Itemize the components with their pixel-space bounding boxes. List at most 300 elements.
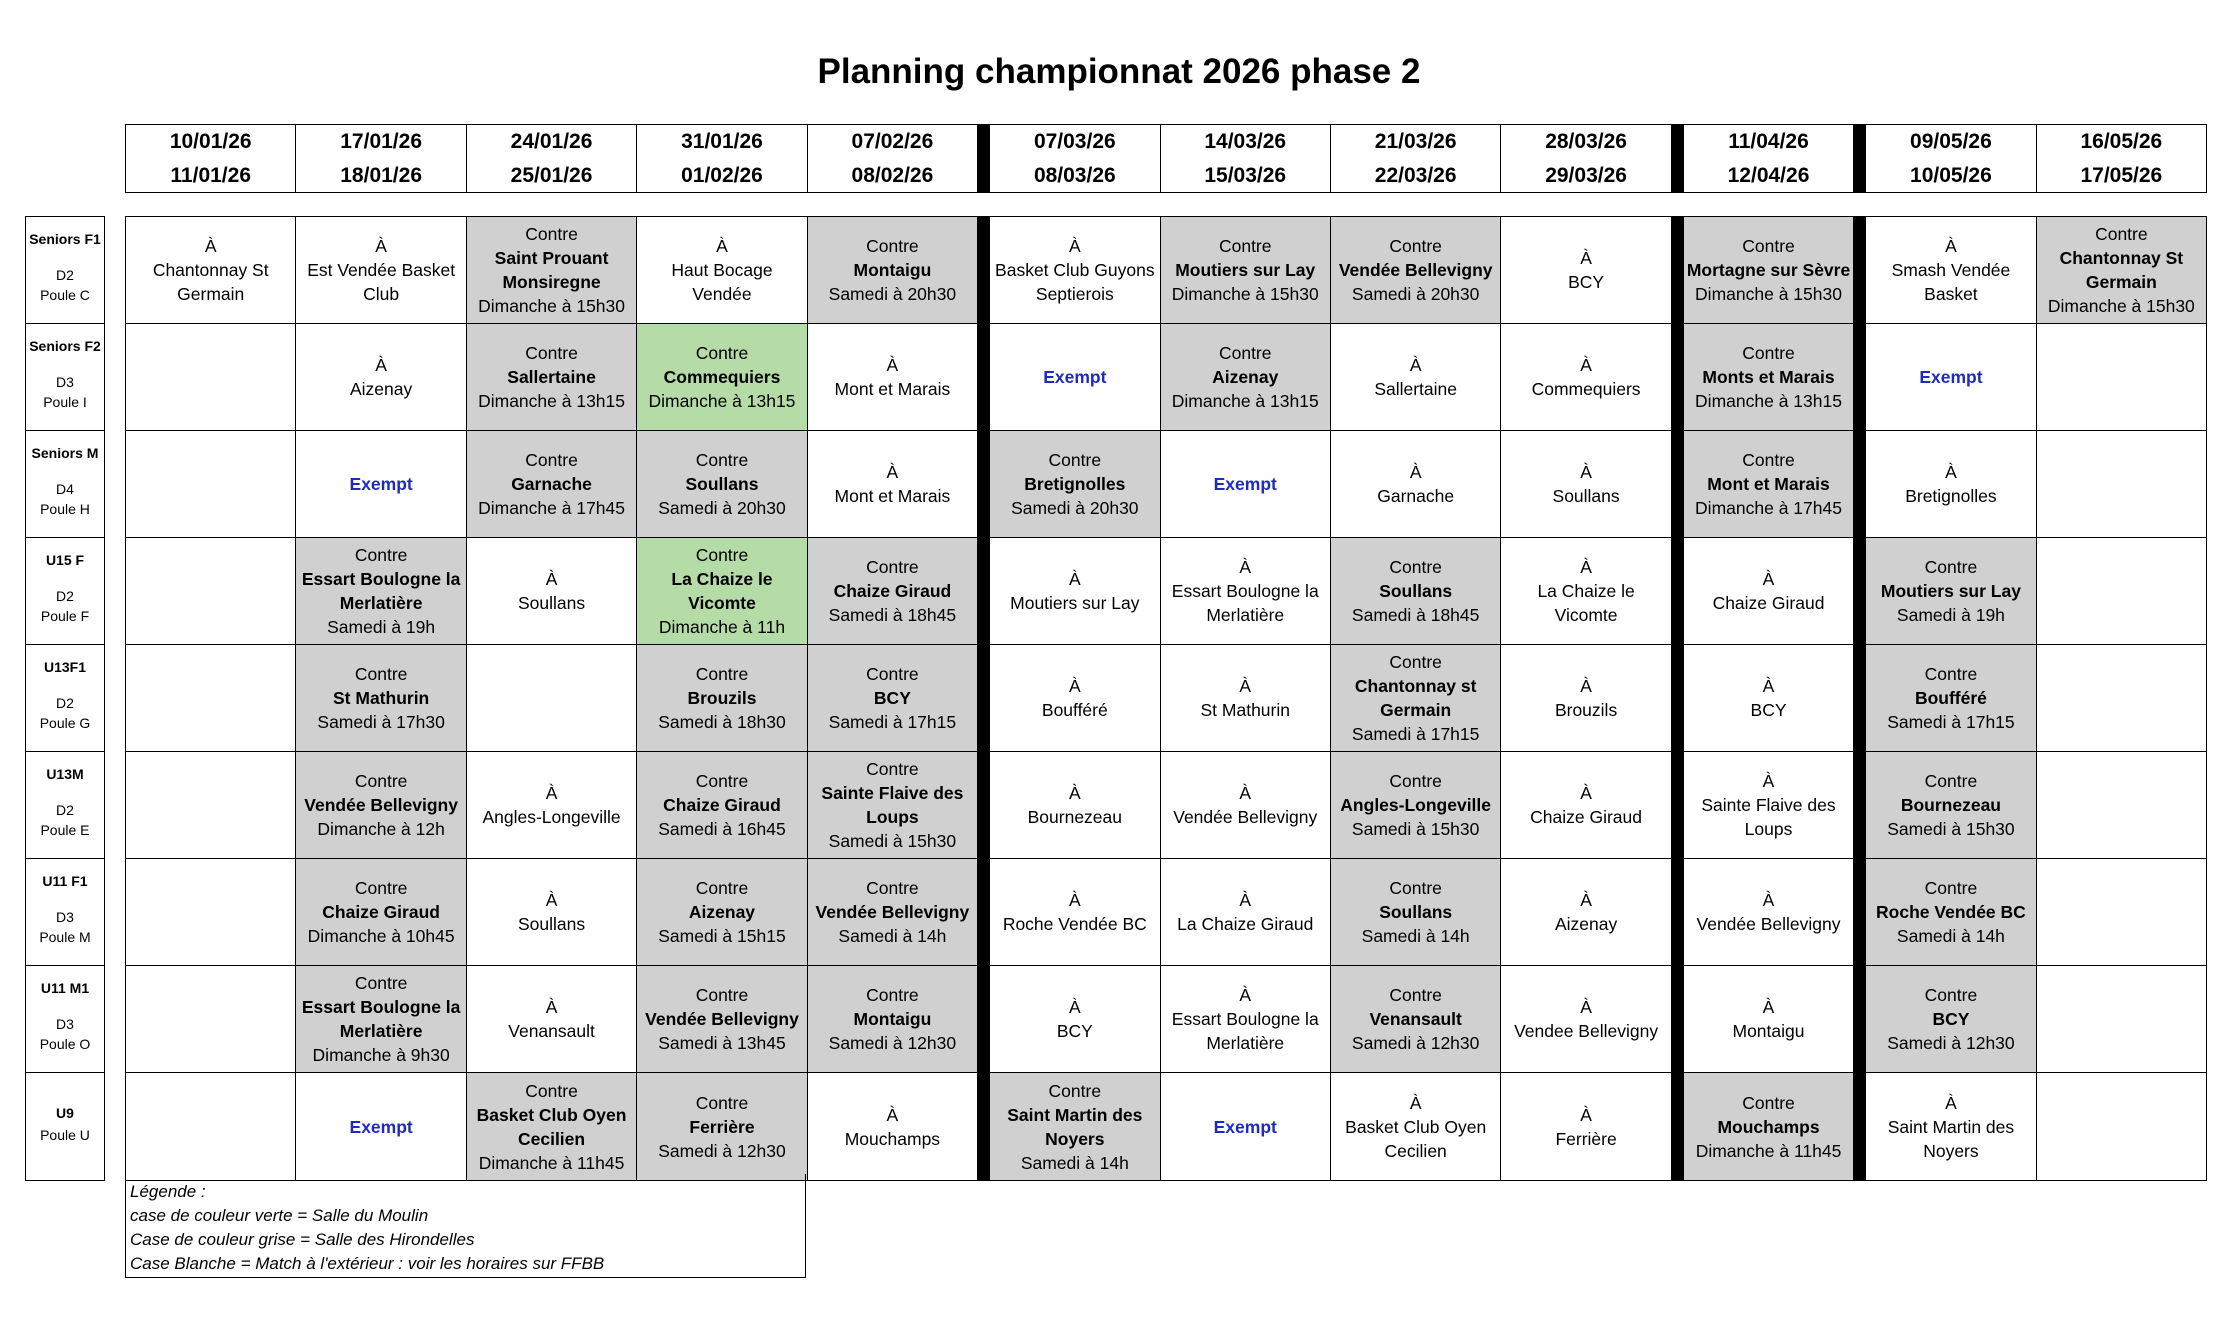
home-marker: Contre — [1924, 985, 1978, 1005]
match-time: Samedi à 15h30 — [1351, 819, 1480, 839]
team-poule: Poule F — [40, 608, 90, 624]
match-cell — [1161, 1073, 1331, 1180]
match-cell — [1161, 966, 1331, 1072]
match-cell — [2037, 752, 2206, 858]
date-header-cell — [296, 125, 466, 192]
date-sunday: 10/05/26 — [1910, 163, 1992, 187]
away-marker: À — [1945, 1092, 1957, 1113]
match-cell — [2037, 217, 2206, 323]
opponent-name: Essart Boulogne la Merlatière — [301, 997, 461, 1041]
date-saturday: 24/01/26 — [510, 129, 593, 153]
home-marker: Contre — [354, 664, 408, 684]
match-time: Dimanche à 17h45 — [1695, 498, 1842, 518]
opponent-name: Saint Prouant Monsiregne — [494, 248, 609, 292]
exempt-label: Exempt — [1043, 367, 1107, 387]
away-marker: À — [1580, 248, 1592, 268]
date-sunday: 08/02/26 — [851, 163, 934, 187]
opponent-name: BCY — [873, 688, 911, 708]
opponent-name: Soullans — [1552, 486, 1620, 506]
match-time: Samedi à 14h — [1361, 926, 1470, 946]
match-cell — [296, 859, 466, 965]
match-cell — [1331, 645, 1501, 751]
opponent-name: Vendée Bellevigny — [815, 902, 970, 922]
team-name: U11 F1 — [42, 873, 88, 889]
home-marker: Contre — [1742, 450, 1795, 470]
team-name: Seniors F2 — [29, 338, 101, 354]
home-marker: Contre — [1389, 557, 1442, 577]
match-time: Samedi à 12h30 — [658, 1140, 786, 1161]
exempt-label: Exempt — [1213, 1116, 1277, 1137]
match-cell — [808, 217, 978, 323]
match-cell — [1501, 645, 1671, 751]
home-marker: Contre — [1924, 878, 1978, 898]
match-cell — [296, 645, 466, 751]
team-division: D3 — [56, 374, 74, 390]
home-marker: Contre — [525, 343, 578, 363]
match-cell — [467, 752, 637, 858]
match-time: Dimanche à 15h30 — [1171, 284, 1319, 304]
home-marker: Contre — [866, 557, 919, 577]
match-cell — [467, 645, 637, 751]
match-cell — [1672, 859, 1854, 965]
match-time: Samedi à 12h30 — [828, 1033, 957, 1053]
opponent-name: Roche Vendée BC — [1876, 902, 2026, 922]
opponent-name: Sallertaine — [1374, 379, 1458, 399]
match-time: Samedi à 17h30 — [317, 712, 445, 732]
match-cell — [126, 538, 296, 644]
home-marker: Contre — [1389, 236, 1442, 256]
away-marker: À — [1762, 676, 1775, 696]
match-cell — [808, 966, 978, 1072]
home-marker: Contre — [1742, 236, 1795, 256]
match-time: Dimanche à 11h45 — [478, 1152, 625, 1173]
opponent-name: Vendee Bellevigny — [1514, 1021, 1659, 1041]
match-cell — [296, 966, 466, 1072]
match-cell — [296, 324, 466, 430]
opponent-name: La Chaize le Vicomte — [1537, 581, 1635, 625]
away-marker: À — [1580, 557, 1592, 577]
match-time: Dimanche à 15h30 — [1695, 284, 1842, 304]
away-marker: À — [1580, 890, 1592, 910]
match-cell — [637, 859, 807, 965]
match-cell — [467, 538, 637, 644]
opponent-name: Bretignolles — [1905, 486, 1997, 506]
date-sunday: 11/01/26 — [170, 163, 251, 187]
match-time: Samedi à 12h30 — [1351, 1033, 1480, 1053]
match-cell — [1331, 859, 1501, 965]
match-cell — [1161, 324, 1331, 430]
away-marker: À — [204, 236, 217, 256]
match-cell — [1854, 752, 2036, 858]
opponent-name: Chaize Giraud — [1530, 807, 1643, 827]
opponent-name: Soullans — [1379, 581, 1453, 601]
away-marker: À — [1580, 783, 1592, 803]
date-saturday: 17/01/26 — [340, 129, 422, 153]
match-cell — [296, 538, 466, 644]
home-marker: Contre — [695, 664, 749, 684]
opponent-name: Saint Martin des Noyers — [1007, 1104, 1143, 1149]
match-cell — [978, 538, 1160, 644]
home-marker: Contre — [1218, 236, 1272, 256]
match-cell — [637, 217, 807, 323]
match-cell — [126, 324, 296, 430]
match-cell — [126, 966, 296, 1072]
away-marker: À — [1580, 462, 1592, 482]
match-cell — [637, 431, 807, 537]
opponent-name: Chantonnay St Germain — [2059, 248, 2184, 292]
match-cell — [2037, 538, 2206, 644]
opponent-name: Essart Boulogne la Merlatière — [1171, 581, 1319, 625]
match-time: Samedi à 17h15 — [1887, 712, 2015, 732]
home-marker: Contre — [1924, 557, 1978, 577]
team-label — [26, 966, 104, 1073]
match-cell — [1501, 966, 1671, 1072]
match-time: Dimanche à 15h30 — [2047, 296, 2195, 316]
opponent-name: Mouchamps — [844, 1128, 941, 1149]
date-header-cell — [1501, 125, 1671, 192]
home-marker: Contre — [1924, 664, 1978, 684]
opponent-name: Mont et Marais — [1707, 474, 1830, 494]
match-cell — [467, 431, 637, 537]
away-marker: À — [1580, 676, 1592, 696]
team-poule: Poule E — [40, 822, 90, 838]
opponent-name: Chantonnay St Germain — [152, 260, 269, 304]
match-cell — [978, 752, 1160, 858]
date-saturday: 28/03/26 — [1545, 129, 1627, 153]
match-cell — [1854, 324, 2036, 430]
date-saturday: 11/04/26 — [1728, 129, 1809, 153]
home-marker: Contre — [1742, 1092, 1795, 1113]
match-cell — [467, 966, 637, 1072]
date-header-cell — [978, 125, 1160, 192]
match-time: Samedi à 14h — [1896, 926, 2005, 946]
match-cell — [978, 324, 1160, 430]
match-cell — [467, 217, 637, 323]
opponent-name: Sallertaine — [507, 367, 596, 387]
away-marker: À — [375, 355, 387, 375]
match-time: Samedi à 15h15 — [658, 926, 786, 946]
opponent-name: Moutiers sur Lay — [1175, 260, 1316, 280]
match-cell — [637, 752, 807, 858]
opponent-name: BCY — [1568, 272, 1605, 292]
opponent-name: Garnache — [511, 474, 592, 494]
date-sunday: 17/05/26 — [2080, 163, 2163, 187]
table-row — [126, 538, 2206, 645]
date-sunday: 15/03/26 — [1204, 163, 1287, 187]
opponent-name: Brouzils — [1554, 700, 1618, 720]
opponent-name: Chaize Giraud — [1712, 593, 1825, 613]
home-marker: Contre — [866, 985, 919, 1005]
match-cell — [1161, 645, 1331, 751]
opponent-name: La Chaize Giraud — [1177, 914, 1314, 934]
date-saturday: 16/05/26 — [2080, 129, 2163, 153]
home-marker: Contre — [695, 450, 749, 470]
home-marker: Contre — [525, 224, 578, 244]
match-cell — [1672, 645, 1854, 751]
match-cell — [296, 1073, 466, 1180]
away-marker: À — [1239, 557, 1252, 577]
match-time: Dimanche à 10h45 — [307, 926, 455, 946]
legend-green: case de couleur verte = Salle du Moulin — [130, 1206, 429, 1225]
opponent-name: Moutiers sur Lay — [1880, 581, 2021, 601]
opponent-name: BCY — [1932, 1009, 1970, 1029]
match-cell — [1854, 645, 2036, 751]
match-cell — [467, 324, 637, 430]
opponent-name: Brouzils — [687, 688, 757, 708]
home-marker: Contre — [866, 759, 919, 779]
opponent-name: Boufféré — [1041, 700, 1108, 720]
opponent-name: Sainte Flaive des Loups — [821, 783, 964, 827]
team-label — [26, 1073, 104, 1180]
match-cell — [1672, 217, 1854, 323]
match-time: Dimanche à 9h30 — [312, 1045, 450, 1065]
match-cell — [467, 1073, 637, 1180]
match-cell — [978, 966, 1160, 1072]
match-cell — [1672, 538, 1854, 644]
team-poule: Poule I — [43, 394, 87, 410]
team-name: U11 M1 — [40, 980, 90, 996]
match-cell — [1501, 1073, 1671, 1180]
team-name: Seniors F1 — [29, 231, 101, 247]
opponent-name: Essart Boulogne la Merlatière — [301, 569, 461, 613]
match-time: Samedi à 19h — [327, 617, 436, 637]
team-label — [26, 217, 104, 324]
away-marker: À — [1762, 997, 1775, 1017]
opponent-name: Mont et Marais — [834, 379, 951, 399]
date-header-cell — [467, 125, 637, 192]
home-marker: Contre — [695, 1092, 749, 1113]
exempt-label: Exempt — [1213, 474, 1277, 494]
home-marker: Contre — [354, 545, 408, 565]
match-time: Samedi à 20h30 — [1351, 284, 1480, 304]
match-cell — [296, 752, 466, 858]
team-name: U13F1 — [43, 659, 87, 675]
match-cell — [2037, 1073, 2206, 1180]
opponent-name: Mont et Marais — [834, 486, 951, 506]
match-cell — [1331, 324, 1501, 430]
opponent-name: Soullans — [517, 593, 586, 613]
match-cell — [126, 645, 296, 751]
opponent-name: Vendée Bellevigny — [645, 1009, 799, 1029]
opponent-name: Commequiers — [663, 367, 781, 387]
legend-white: Case Blanche = Match à l'extérieur : voir les horaires sur FFBB — [130, 1254, 605, 1273]
match-time: Samedi à 12h30 — [1887, 1033, 2015, 1053]
match-cell — [126, 431, 296, 537]
opponent-name: Est Vendée Basket Club — [307, 260, 456, 304]
match-cell — [978, 217, 1160, 323]
table-row — [126, 859, 2206, 966]
table-row — [126, 752, 2206, 859]
opponent-name: Mouchamps — [1717, 1116, 1820, 1137]
match-cell — [1161, 217, 1331, 323]
date-sunday: 12/04/26 — [1727, 163, 1810, 187]
away-marker: À — [1945, 236, 1957, 256]
team-division: D2 — [56, 695, 74, 711]
home-marker: Contre — [695, 878, 749, 898]
date-header-cell — [1331, 125, 1501, 192]
opponent-name: Soullans — [1379, 902, 1453, 922]
opponent-name: Chaize Giraud — [663, 795, 781, 815]
date-header-row — [125, 124, 2207, 193]
opponent-name: Bournezeau — [1027, 807, 1123, 827]
exempt-label: Exempt — [349, 1116, 413, 1137]
opponent-name: Aizenay — [350, 379, 413, 399]
table-row — [126, 966, 2206, 1073]
match-cell — [1331, 1073, 1501, 1180]
date-sunday: 18/01/26 — [340, 163, 422, 187]
opponent-name: La Chaize le Vicomte — [671, 569, 773, 613]
match-cell — [1161, 538, 1331, 644]
home-marker: Contre — [525, 450, 578, 470]
opponent-name: Saint Martin des Noyers — [1887, 1116, 2015, 1161]
opponent-name: Basket Club Oyen Cecilien — [476, 1104, 627, 1149]
match-cell — [126, 859, 296, 965]
match-cell — [1161, 752, 1331, 858]
match-cell — [978, 431, 1160, 537]
date-saturday: 14/03/26 — [1204, 129, 1287, 153]
table-row — [126, 1073, 2206, 1180]
legend-title: Légende : — [130, 1182, 206, 1201]
team-division: D2 — [56, 267, 74, 283]
opponent-name: Angles-Longeville — [482, 807, 621, 827]
date-header-cell — [1854, 125, 2036, 192]
team-name: U9 — [56, 1105, 74, 1121]
schedule-grid — [125, 216, 2207, 1181]
home-marker: Contre — [695, 771, 749, 791]
opponent-name: Moutiers sur Lay — [1010, 593, 1140, 613]
home-marker: Contre — [1218, 343, 1272, 363]
opponent-name: Ferrière — [1555, 1128, 1617, 1149]
match-cell — [1161, 859, 1331, 965]
opponent-name: Montaigu — [853, 260, 932, 280]
team-labels-column — [25, 216, 105, 1181]
away-marker: À — [1762, 890, 1775, 910]
match-cell — [1501, 431, 1671, 537]
match-cell — [1501, 324, 1671, 430]
match-cell — [637, 538, 807, 644]
match-cell — [2037, 431, 2206, 537]
home-marker: Contre — [354, 771, 408, 791]
exempt-label: Exempt — [1919, 367, 1983, 387]
date-header-cell — [808, 125, 978, 192]
match-cell — [296, 217, 466, 323]
home-marker: Contre — [866, 878, 919, 898]
opponent-name: Monts et Marais — [1702, 367, 1835, 387]
away-marker: À — [1068, 569, 1081, 589]
team-name: U13M — [46, 766, 84, 782]
page-title: Planning championnat 2026 phase 2 — [817, 52, 1421, 91]
team-poule: Poule C — [40, 287, 90, 303]
match-cell — [1854, 859, 2036, 965]
opponent-name: Vendée Bellevigny — [1696, 914, 1841, 934]
match-cell — [808, 645, 978, 751]
match-cell — [2037, 859, 2206, 965]
match-time: Dimanche à 11h — [658, 617, 786, 637]
match-cell — [126, 1073, 296, 1180]
match-time: Samedi à 18h30 — [658, 712, 786, 732]
opponent-name: Chaize Giraud — [322, 902, 440, 922]
match-time: Dimanche à 13h15 — [1171, 391, 1319, 411]
home-marker: Contre — [525, 1080, 578, 1101]
opponent-name: Aizenay — [688, 902, 756, 922]
match-cell — [808, 324, 978, 430]
opponent-name: Sainte Flaive des Loups — [1701, 795, 1836, 839]
home-marker: Contre — [1924, 771, 1978, 791]
match-cell — [637, 324, 807, 430]
date-header-cell — [1161, 125, 1331, 192]
opponent-name: Basket Club Oyen Cecilien — [1345, 1116, 1487, 1161]
table-row — [126, 324, 2206, 431]
away-marker: À — [1580, 1104, 1592, 1125]
away-marker: À — [1068, 676, 1081, 696]
match-cell — [1854, 431, 2036, 537]
team-division: D4 — [56, 481, 74, 497]
match-cell — [1501, 217, 1671, 323]
away-marker: À — [545, 890, 558, 910]
away-marker: À — [886, 1104, 899, 1125]
team-label — [26, 859, 104, 966]
home-marker: Contre — [1389, 771, 1442, 791]
opponent-name: Bretignolles — [1024, 474, 1126, 494]
match-cell — [808, 1073, 978, 1180]
home-marker: Contre — [1048, 1080, 1102, 1101]
match-time: Samedi à 15h30 — [1887, 819, 2015, 839]
away-marker: À — [545, 783, 558, 803]
team-division: D2 — [56, 802, 74, 818]
date-header-cell — [126, 125, 296, 192]
team-name: U15 F — [45, 552, 85, 568]
match-cell — [1854, 1073, 2036, 1180]
away-marker: À — [1580, 997, 1592, 1017]
away-marker: À — [1239, 890, 1252, 910]
opponent-name: St Mathurin — [1200, 700, 1290, 720]
match-cell — [1672, 752, 1854, 858]
match-cell — [637, 1073, 807, 1180]
away-marker: À — [1068, 783, 1081, 803]
away-marker: À — [545, 997, 558, 1017]
match-time: Samedi à 15h30 — [828, 831, 957, 851]
away-marker: À — [1762, 569, 1775, 589]
date-header-cell — [2037, 125, 2206, 192]
table-row — [126, 217, 2206, 324]
match-cell — [1672, 324, 1854, 430]
home-marker: Contre — [2095, 224, 2148, 244]
match-time: Samedi à 18h45 — [828, 605, 957, 625]
match-time: Samedi à 16h45 — [658, 819, 786, 839]
match-cell — [1672, 1073, 1854, 1180]
away-marker: À — [545, 569, 558, 589]
legend — [125, 1174, 806, 1278]
away-marker: À — [1945, 462, 1957, 482]
date-sunday: 25/01/26 — [510, 163, 593, 187]
match-cell — [1854, 538, 2036, 644]
home-marker: Contre — [1389, 652, 1442, 672]
team-poule: Poule G — [39, 715, 91, 731]
away-marker: À — [886, 355, 899, 375]
opponent-name: Soullans — [517, 914, 586, 934]
date-sunday: 22/03/26 — [1374, 163, 1457, 187]
match-cell — [808, 752, 978, 858]
opponent-name: Venansault — [1369, 1009, 1462, 1029]
team-label — [26, 645, 104, 752]
match-cell — [1331, 538, 1501, 644]
opponent-name: Angles-Longeville — [1340, 795, 1492, 815]
match-cell — [1501, 859, 1671, 965]
team-label — [26, 538, 104, 645]
match-time: Dimanche à 17h45 — [478, 498, 625, 518]
opponent-name: BCY — [1750, 700, 1787, 720]
date-saturday: 10/01/26 — [169, 129, 252, 153]
